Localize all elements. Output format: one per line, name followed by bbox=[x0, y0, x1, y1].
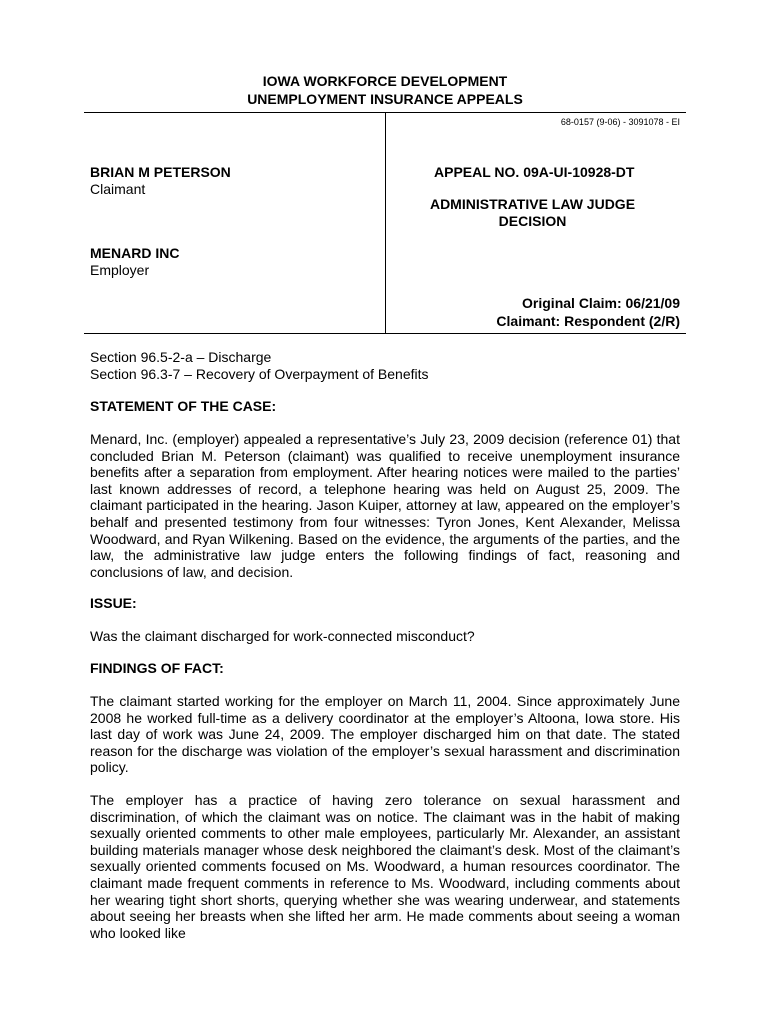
statement-body: Menard, Inc. (employer) appealed a representative’s July 23, 2009 decision (reference 01) that concluded Brian M. Peterson (claimant) was qualified to receive unemployment insurance benefits after a separation from employment. After hearing notices were mailed to the parties’ last known addresses of record, a telephone hearing was held on August 25, 2009. The claimant participated in the hearing. Jason Kuiper, attorney at law, appeared on the employer’s behalf and presented testimony from four witnesses: Tyron Jones, Kent Alexander, Melissa Woodward, and Ryan Wilkening. Based on the evidence, the arguments of the parties, and the law, the administrative law judge enters the following findings of fact, reasoning and conclusions of law, and decision. bbox=[90, 431, 680, 580]
decision-title-line2: DECISION bbox=[498, 213, 567, 229]
original-claim: Original Claim: 06/21/09 bbox=[522, 295, 680, 311]
section-line-1: Section 96.5-2-a – Discharge bbox=[90, 349, 272, 365]
decision-title-line1: ADMINISTRATIVE LAW JUDGE bbox=[429, 196, 636, 212]
employer-name: MENARD INC bbox=[90, 245, 180, 261]
findings-para-2: The employer has a practice of having zero tolerance on sexual harassment and discrimination, of which the claimant was on notice. The claimant was in the habit of making sexually oriented comments to other male employees, particularly Mr. Alexander, an assistant building materials manager whose desk neighbored the claimant’s desk. Most of the claimant’s sexually oriented comments focused on Ms. Woodward, a human resources coordinator. The claimant made frequent comments in reference to Ms. Woodward, including comments about her wearing tight short shorts, querying whether she was wearing underwear, and statements about seeing her breasts when she lifted her arm. He made comments about seeing a woman who looked like bbox=[90, 792, 680, 941]
findings-heading: FINDINGS OF FACT: bbox=[90, 660, 224, 676]
statement-heading: STATEMENT OF THE CASE: bbox=[90, 398, 277, 414]
appeal-number: APPEAL NO. 09A-UI-10928-DT bbox=[434, 164, 635, 180]
bottom-rule bbox=[84, 333, 686, 334]
form-number: 68-0157 (9-06) - 3091078 - EI bbox=[560, 117, 680, 127]
claimant-role: Claimant bbox=[90, 181, 146, 197]
issue-body: Was the claimant discharged for work-connected misconduct? bbox=[90, 628, 475, 644]
center-divider bbox=[385, 112, 386, 334]
employer-role: Employer bbox=[90, 262, 150, 278]
section-line-2: Section 96.3-7 – Recovery of Overpayment of Benefits bbox=[90, 366, 429, 382]
division-title: UNEMPLOYMENT INSURANCE APPEALS bbox=[247, 91, 523, 107]
claimant-status: Claimant: Respondent (2/R) bbox=[496, 313, 680, 329]
findings-para-1: The claimant started working for the employer on March 11, 2004. Since approximately June 2008 he worked full-time as a delivery coordinator at the employer’s Altoona, Iowa store. His last day of work was June 24, 2009. The employer discharged him on that date. The stated reason for the discharge was violation of the employer’s sexual harassment and discrimination policy. bbox=[90, 693, 680, 776]
claimant-name: BRIAN M PETERSON bbox=[90, 164, 231, 180]
issue-heading: ISSUE: bbox=[90, 595, 137, 611]
agency-title: IOWA WORKFORCE DEVELOPMENT bbox=[262, 73, 508, 89]
